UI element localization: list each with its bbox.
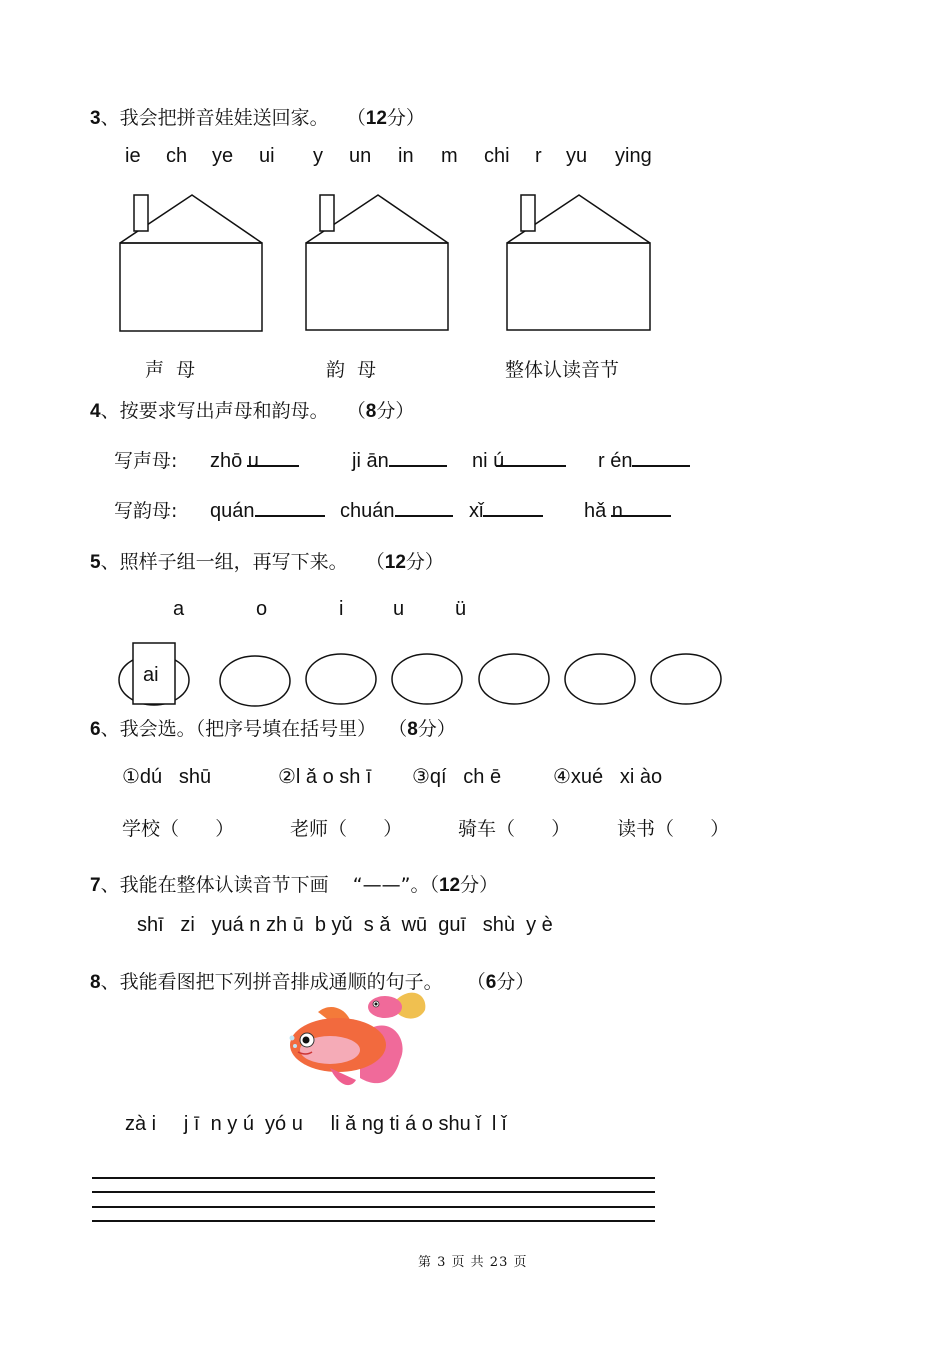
q3-syllable: un — [349, 145, 372, 167]
q6-option: ①dú shū — [122, 766, 212, 788]
writing-line[interactable] — [92, 1177, 655, 1179]
q5-vowel: u — [393, 598, 405, 620]
q8-title: 8、我能看图把下列拼音排成通顺的句子。 （6分） — [90, 971, 535, 993]
house-label-initials: 声 母 — [145, 359, 196, 381]
q4-item: xǐ — [469, 497, 543, 523]
q3-syllable: ye — [212, 145, 234, 167]
q6-word[interactable]: 读书（ ） — [617, 818, 730, 840]
q3-syllable: m — [441, 145, 458, 167]
writing-line[interactable] — [92, 1220, 655, 1222]
q4-item: ni ú — [472, 447, 566, 473]
q6-word[interactable]: 老师（ ） — [290, 818, 403, 840]
small-goldfish — [368, 993, 425, 1019]
writing-line[interactable] — [92, 1191, 655, 1193]
q7-title: 7、我能在整体认读音节下画 “——”。（12分） — [90, 874, 499, 896]
q3-syllable: yu — [566, 145, 588, 167]
q3-syllable: ie — [125, 145, 141, 167]
q3-title: 3、我会把拼音娃娃送回家。 （12分） — [90, 107, 425, 129]
house-label-finals: 韵 母 — [326, 359, 377, 381]
q4-item: r én — [598, 447, 690, 473]
house-label-whole-syllables: 整体认读音节 — [505, 359, 620, 381]
q5-vowel: i — [339, 598, 344, 620]
q3-syllable: r — [535, 145, 542, 167]
q4-item: chuán — [340, 497, 453, 523]
q6-word[interactable]: 学校（ ） — [122, 818, 235, 840]
q4-item: hǎ n — [584, 497, 671, 523]
q6-word[interactable]: 骑车（ ） — [458, 818, 571, 840]
q5-vowel: a — [173, 598, 185, 620]
writing-line[interactable] — [92, 1206, 655, 1208]
q4-item: zhō u — [210, 447, 299, 473]
q3-syllable: in — [398, 145, 414, 167]
big-goldfish — [290, 1007, 403, 1085]
q4-row2-label: 写韵母: — [114, 500, 178, 522]
q6-option: ③qí ch ē — [412, 766, 502, 788]
q3-syllable: y — [313, 145, 323, 167]
q5-example: ai — [143, 664, 159, 686]
q5-vowel: o — [256, 598, 268, 620]
q5-title: 5、照样子组一组，再写下来。 （12分） — [90, 551, 444, 573]
q3-syllable: ui — [259, 145, 275, 167]
q5-vowel: ü — [455, 598, 467, 620]
q3-syllable: chi — [484, 145, 510, 167]
q4-row1-label: 写声母: — [114, 450, 178, 472]
q4-title: 4、按要求写出声母和韵母。 （8分） — [90, 400, 415, 422]
q8-pinyin: zà i j ī n y ú yó u li ǎ ng ti á o shu ǐ l ǐ — [125, 1113, 507, 1135]
page-footer: 第 3 页 共 23 页 — [418, 1255, 528, 1270]
q7-syllables[interactable]: shī zi yuá n zh ū b yǔ s ǎ wū guī shù y è — [137, 914, 553, 936]
q3-syllable: ying — [615, 145, 652, 167]
q4-item: quán — [210, 497, 325, 523]
q6-option: ④xué xi ào — [553, 766, 663, 788]
q6-title: 6、我会选。（把序号填在括号里） （8分） — [90, 718, 456, 740]
q3-syllable: ch — [166, 145, 188, 167]
q6-option: ②l ǎ o sh ī — [278, 766, 372, 788]
q4-item: ji ān — [352, 447, 447, 473]
